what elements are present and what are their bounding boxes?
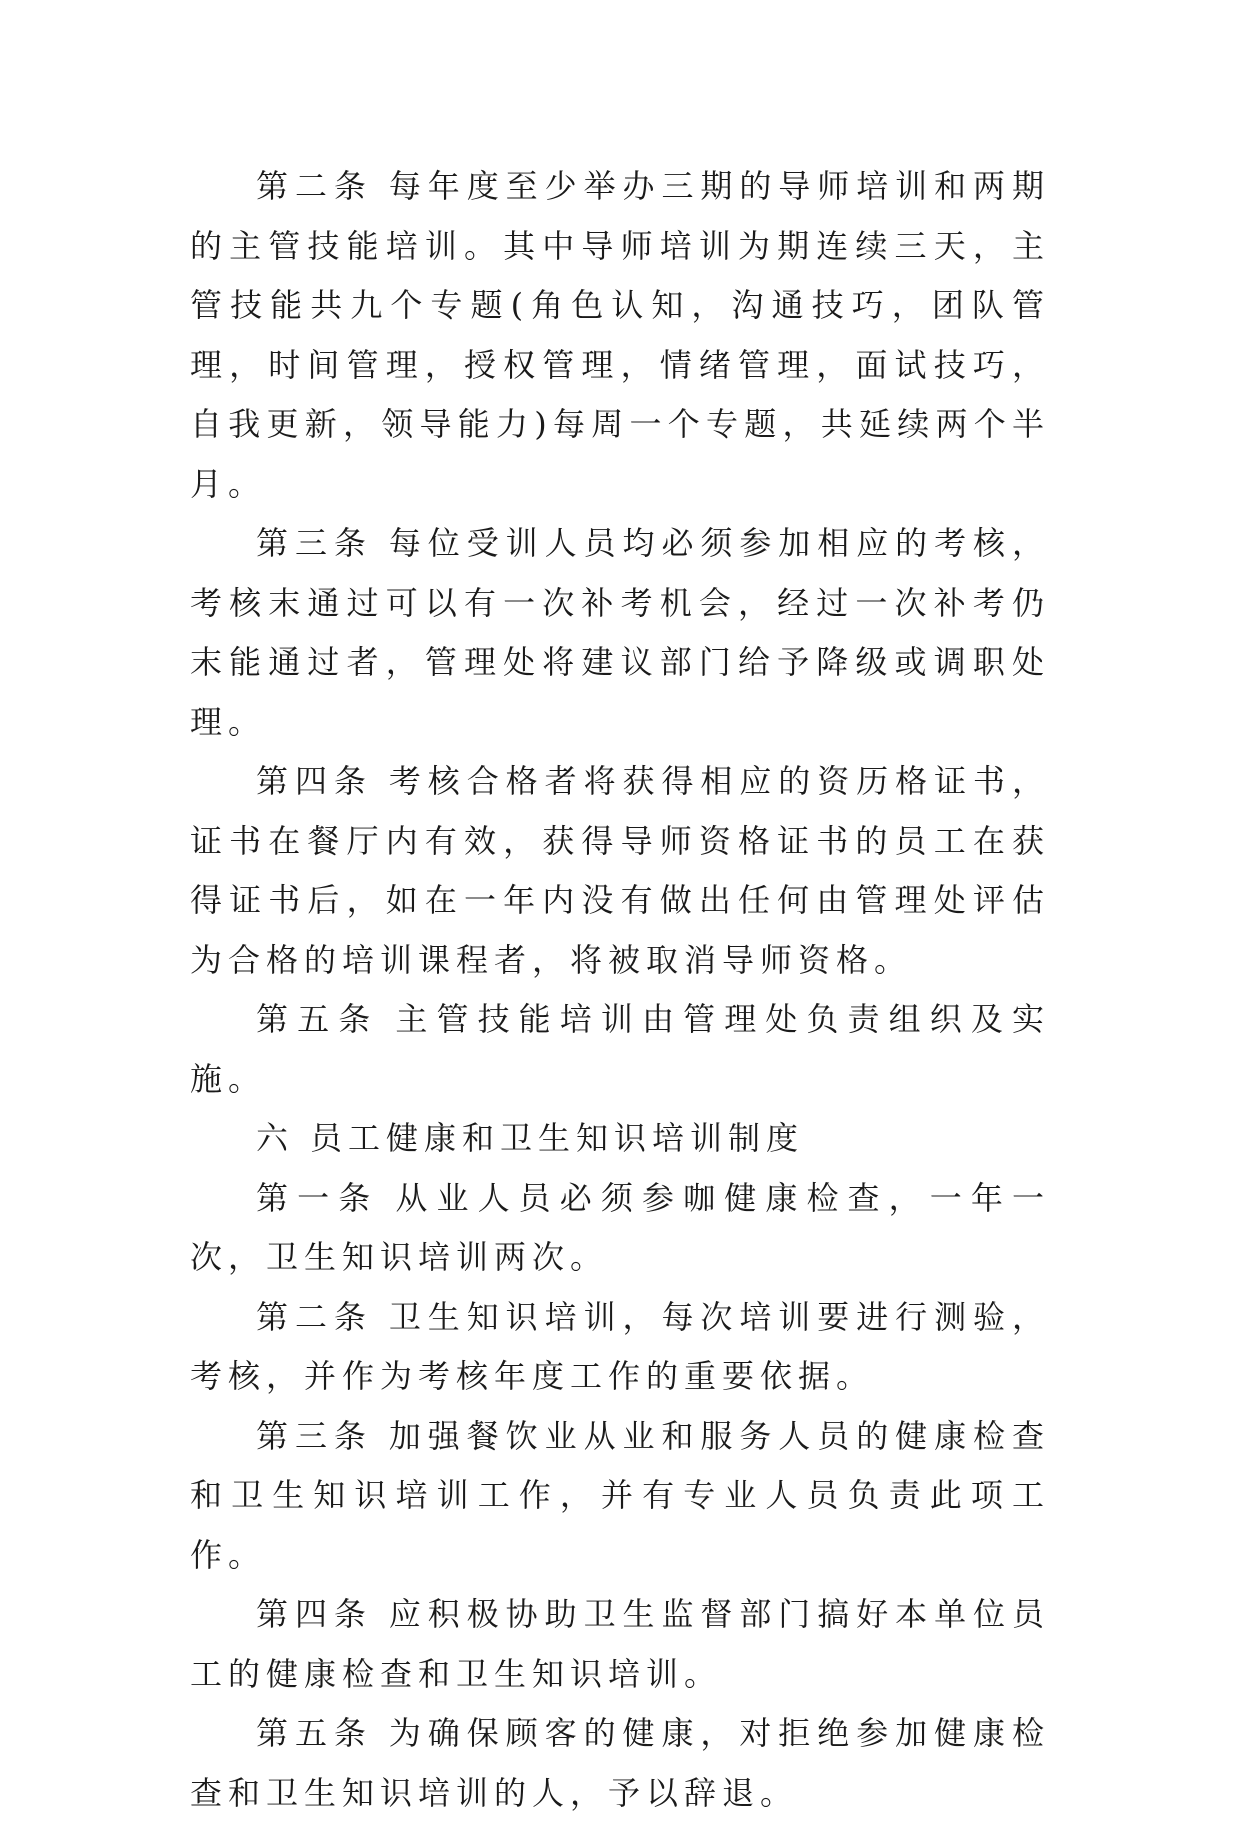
paragraph-article-4 — [190, 1585, 1050, 1704]
article-number: 第四条 — [256, 1595, 373, 1633]
paragraph-article-3 — [190, 1407, 1050, 1586]
article-number: 第三条 — [256, 1416, 373, 1455]
article-text: 从业人员必须参咖健康检查，一年一次，卫生知识培训两次。 — [190, 1178, 1050, 1276]
paragraph-article-2 — [190, 157, 1050, 514]
paragraph-article-5 — [190, 1704, 1050, 1823]
article-number: 第五条 — [256, 1714, 373, 1752]
article-number: 第四条 — [256, 762, 373, 800]
paragraph-article-2 — [190, 1288, 1050, 1407]
article-text: 主管技能培训由管理处负责组织及实施。 — [190, 1000, 1050, 1098]
article-text: 加强餐饮业从业和服务人员的健康检查和卫生知识培训工作，并有专业人员负责此项工作。 — [190, 1416, 1050, 1574]
article-text: 考核合格者将获得相应的资历格证书，证书在餐厅内有效，获得导师资格证书的员工在获得证书后，如在一年内没有做出任何由管理处评估为合格的培训课程者，将被取消导师资格。 — [190, 762, 1050, 979]
article-number: 第二条 — [256, 167, 373, 205]
article-text: 卫生知识培训，每次培训要进行测验，考核，并作为考核年度工作的重要依据。 — [190, 1297, 1050, 1395]
paragraph-article-3 — [190, 514, 1050, 752]
article-text: 每年度至少举办三期的导师培训和两期的主管技能培训。其中导师培训为期连续三天，主管技能共九个专题(角色认知，沟通技巧，团队管理，时间管理，授权管理，情绪管理，面试技巧，自我更新，领导能力)每周一个专题，共延续两个半月。 — [190, 167, 1050, 503]
article-text: 应积极协助卫生监督部门搞好本单位员工的健康检查和卫生知识培训。 — [190, 1595, 1050, 1693]
section-number: 六 — [256, 1119, 295, 1157]
section-title: 员工健康和卫生知识培训制度 — [310, 1119, 805, 1157]
article-text: 为确保顾客的健康，对拒绝参加健康检查和卫生知识培训的人，予以辞退。 — [190, 1714, 1050, 1812]
paragraph-article-1 — [190, 1169, 1050, 1288]
article-number: 第二条 — [256, 1297, 373, 1336]
document-body — [190, 157, 1050, 1823]
article-text: 每位受训人员均必须参加相应的考核，考核末通过可以有一次补考机会，经过一次补考仍末能通过者，管理处将建议部门给予降级或调职处理。 — [190, 524, 1050, 741]
section-heading — [190, 1109, 1050, 1169]
article-number: 第一条 — [256, 1178, 380, 1217]
paragraph-article-5 — [190, 990, 1050, 1109]
article-number: 第三条 — [256, 524, 373, 562]
article-number: 第五条 — [256, 1000, 380, 1038]
paragraph-article-4 — [190, 752, 1050, 990]
